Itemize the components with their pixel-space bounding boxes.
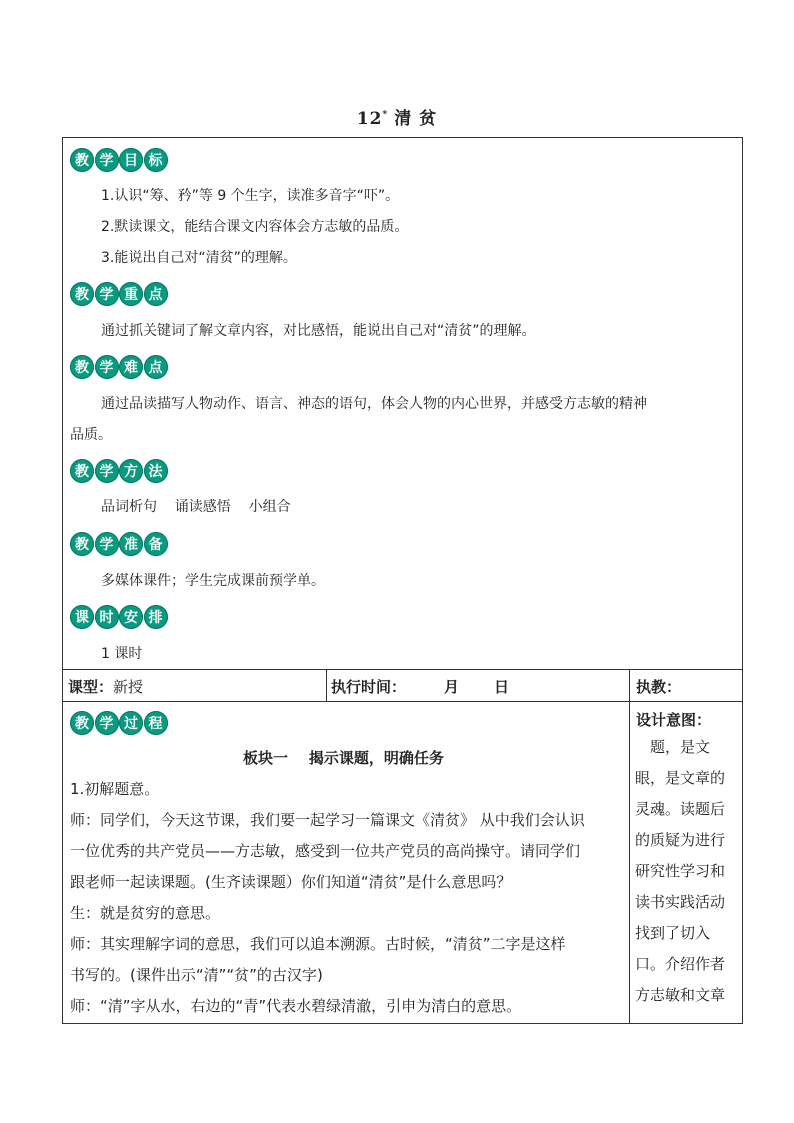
section-tag-goals (70, 148, 168, 172)
tag-char: 过 (119, 711, 143, 735)
design-line: 灵魂。读题后 (635, 800, 726, 818)
tag-char: 标 (144, 148, 168, 172)
section-tag-methods (70, 459, 168, 483)
section-tag-difficulty (70, 355, 168, 379)
process-line: 生：就是贫穷的意思。 (70, 904, 221, 922)
design-line: 眼，是文章的 (635, 769, 726, 787)
methods-text: 品词析句 诵读感悟 小组合 (101, 499, 291, 515)
schedule-text: 1 课时 (101, 646, 143, 662)
tag-char: 教 (70, 148, 94, 172)
execution-time-label: 执行时间： (331, 678, 407, 696)
tag-char: 点 (144, 355, 168, 379)
design-line: 找到了切入 (635, 924, 711, 942)
section-tag-prep (70, 532, 168, 556)
tag-char: 备 (144, 532, 168, 556)
design-line: 题，是文 (635, 738, 711, 756)
section-tag-schedule (70, 605, 168, 629)
section-tag-key (70, 282, 168, 306)
tag-char: 教 (70, 459, 94, 483)
design-intent-title: 设计意图： (636, 711, 712, 729)
lesson-type-label: 课型： (68, 678, 114, 696)
tag-char: 准 (119, 532, 143, 556)
process-line: 书写的。(课件出示“清”“贫”的古汉字) (70, 966, 323, 984)
lesson-type-cell (68, 677, 143, 697)
tag-char: 学 (95, 711, 119, 735)
design-intent-body (635, 732, 737, 1011)
prep-text: 多媒体课件；学生完成课前预学单。 (101, 573, 325, 589)
key-text: 通过抓关键词了解文章内容，对比感悟，能说出自己对“清贫”的理解。 (101, 323, 536, 339)
process-line: 1.初解题意。 (70, 780, 160, 798)
tag-char: 教 (70, 711, 94, 735)
tag-char: 重 (119, 282, 143, 306)
process-line: 一位优秀的共产党员——方志敏，感受到一位共产党员的高尚操守。请同学们 (70, 842, 581, 860)
optional-lesson-mark: * (382, 110, 389, 121)
tag-char: 学 (95, 532, 119, 556)
tag-char: 方 (119, 459, 143, 483)
tag-char: 教 (70, 532, 94, 556)
tag-char: 难 (119, 355, 143, 379)
design-line: 读书实践活动 (635, 893, 726, 911)
difficulty-line-2: 品质。 (70, 427, 112, 443)
design-line: 研究性学习和 (635, 862, 726, 880)
tag-char: 学 (95, 355, 119, 379)
tag-char: 教 (70, 282, 94, 306)
goal-item-2: 2.默读课文，能结合课文内容体会方志敏的品质。 (101, 219, 409, 235)
goal-item-1: 1.认识“筹、矜”等 9 个生字，读准多音字“吓”。 (101, 188, 400, 204)
process-line: 跟老师一起读课题。(生齐读课题）你们知道“清贫”是什么意思吗？ (70, 873, 512, 891)
tag-char: 学 (95, 459, 119, 483)
month-label: 月 (444, 678, 460, 696)
tag-char: 程 (144, 711, 168, 735)
tag-char: 排 (144, 605, 168, 629)
goal-item-3: 3.能说出自己对“清贫”的理解。 (101, 250, 297, 266)
process-line: 师：其实理解字词的意思，我们可以追本溯源。古时候，“清贫”二字是这样 (70, 935, 566, 953)
design-line: 的质疑为进行 (635, 831, 726, 849)
process-line: 师：“清”字从水，右边的“青”代表水碧绿清澈，引申为清白的意思。 (70, 997, 522, 1015)
design-line: 口。介绍作者 (635, 955, 726, 973)
col-divider-2 (629, 669, 630, 1024)
lesson-number: 12 (356, 109, 383, 129)
tag-char: 目 (119, 148, 143, 172)
tag-char: 学 (95, 282, 119, 306)
tag-char: 法 (144, 459, 168, 483)
tag-char: 学 (95, 148, 119, 172)
block-title: 板块一 揭示课题，明确任务 (243, 749, 444, 767)
tag-char: 时 (95, 605, 119, 629)
lesson-title: 清 贫 (394, 109, 438, 129)
row-divider-top (62, 669, 743, 670)
section-tag-process (70, 711, 168, 735)
tag-char: 课 (70, 605, 94, 629)
row-divider-bottom (62, 701, 743, 702)
lesson-type-value: 新授 (113, 678, 144, 696)
difficulty-line-1: 通过品读描写人物动作、语言、神态的语句，体会人物的内心世界，并感受方志敏的精神 (101, 396, 647, 412)
process-body (70, 774, 623, 1022)
tag-char: 点 (144, 282, 168, 306)
tag-char: 安 (119, 605, 143, 629)
design-line: 方志敏和文章 (635, 986, 726, 1004)
tag-char: 教 (70, 355, 94, 379)
page-title (0, 104, 794, 129)
teacher-label: 执教： (636, 678, 682, 696)
col-divider-1 (326, 669, 327, 701)
day-label: 日 (494, 678, 510, 696)
process-line: 师：同学们，今天这节课，我们要一起学习一篇课文《清贫》 从中我们会认识 (70, 811, 585, 829)
